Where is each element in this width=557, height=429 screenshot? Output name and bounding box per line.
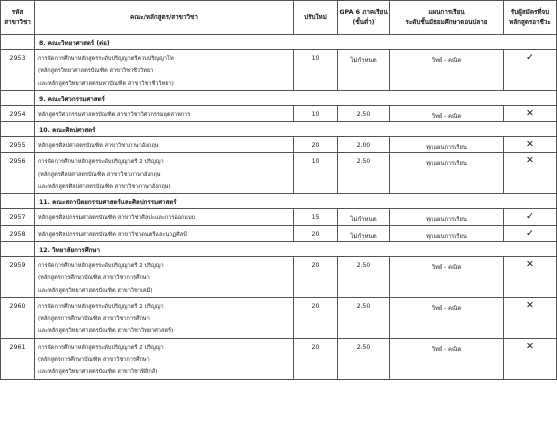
- program-name-line: หลักสูตรวิศวกรรมศาสตรบัณฑิต สาขาวิชาวิศวกรรมอุตสาหการ: [38, 111, 191, 118]
- program-name-line: การจัดการศึกษาหลักสูตรระดับปริญญาตรี 2 ปริญญา: [38, 262, 164, 269]
- program-name-line: การจัดการศึกษาหลักสูตรระดับปริญญาตรี 2 ปริญญา: [38, 159, 164, 166]
- table-body: [1, 35, 557, 380]
- revised-value: 10: [294, 105, 338, 121]
- plan-value: วิทย์ - คณิต: [390, 297, 504, 338]
- accept-cell: [504, 297, 557, 338]
- program-name-line: หลักสูตรศิลปกรรมศาสตรบัณฑิต สาขาวิชาศิลปะและการออกแบบ: [38, 215, 196, 222]
- header-program: คณะ/หลักสูตร/สาขาวิชา: [35, 1, 294, 35]
- gpa-value: ไม่กำหนด: [338, 50, 390, 91]
- plan-value: วิทย์ - คณิต: [390, 105, 504, 121]
- program-name-line: การจัดการศึกษาหลักสูตรระดับปริญญาตรี 2 ปริญญา: [38, 344, 164, 351]
- section-row: [1, 122, 557, 137]
- program-code: 2961: [1, 338, 35, 379]
- header-plan-line1: แผนการเรียน: [428, 8, 465, 16]
- gpa-value: 2.50: [338, 153, 390, 194]
- section-row: [1, 241, 557, 256]
- cross-icon: ✕: [526, 139, 534, 151]
- header-gpa: [338, 1, 390, 35]
- table-row: [1, 256, 557, 297]
- header-code-line1: รหัส: [11, 8, 24, 16]
- plan-value: ทุกแผนการเรียน: [390, 225, 504, 241]
- revised-value: 20: [294, 297, 338, 338]
- program-name-cell: [35, 338, 294, 379]
- gpa-value: 2.50: [338, 297, 390, 338]
- program-code: 2960: [1, 297, 35, 338]
- program-name-cell: [35, 153, 294, 194]
- cross-icon: ✕: [526, 299, 534, 311]
- section-code-cell: [1, 35, 35, 50]
- header-accept-line2: หลักสูตรอาชีวะ: [509, 18, 551, 26]
- header-code-line2: สาขาวิชา: [4, 18, 31, 26]
- table-row: [1, 50, 557, 91]
- section-title: 11. คณะสถาปัตยกรรมศาสตร์และศิลปกรรมศาสตร์: [39, 199, 177, 207]
- table-row: [1, 225, 557, 241]
- section-code-cell: [1, 122, 35, 137]
- program-name-line: และหลักสูตรวิทยาศาสตรมหาบัณฑิต สาขาวิชาชีววิทยา): [38, 80, 174, 87]
- program-code: 2958: [1, 225, 35, 241]
- header-row: [1, 1, 557, 35]
- program-name-cell: [35, 225, 294, 241]
- section-title-cell: [35, 35, 557, 50]
- revised-value: 20: [294, 225, 338, 241]
- program-name-line: หลักสูตรศิลปกรรมศาสตรบัณฑิต สาขาวิชาดนตรีและนาฏศิลป์: [38, 231, 187, 238]
- table-row: [1, 297, 557, 338]
- check-icon: ✓: [526, 52, 534, 63]
- header-gpa-line1: GPA 6 ภาคเรียน: [339, 8, 388, 16]
- plan-value: วิทย์ - คณิต: [390, 50, 504, 91]
- table-row: [1, 209, 557, 225]
- program-name-line: และหลักสูตรวิทยาศาสตรบัณฑิต สาขาวิชาวิทยาศาสตร์): [38, 328, 174, 335]
- cross-icon: ✕: [526, 340, 534, 352]
- gpa-value: 2.00: [338, 137, 390, 153]
- program-name-line: และหลักสูตรวิทยาศาสตรบัณฑิต สาขาวิชาฟิสิกส์): [38, 369, 158, 376]
- cross-icon: ✕: [526, 258, 534, 270]
- table-row: [1, 105, 557, 121]
- gpa-value: ไม่กำหนด: [338, 225, 390, 241]
- revised-value: 20: [294, 137, 338, 153]
- header-accept-line1: รับผู้สมัครที่จบ: [510, 8, 550, 16]
- accept-cell: [504, 50, 557, 91]
- program-code: 2956: [1, 153, 35, 194]
- plan-value: ทุกแผนการเรียน: [390, 209, 504, 225]
- program-name-line: และหลักสูตรศิลปศาสตรบัณฑิต สาขาวิชาภาษาอังกฤษ): [38, 184, 171, 191]
- revised-value: 10: [294, 153, 338, 194]
- program-code: 2957: [1, 209, 35, 225]
- gpa-value: ไม่กำหนด: [338, 209, 390, 225]
- program-name-line: (หลักสูตรศิลปศาสตรบัณฑิต สาขาวิชาภาษาอังกฤษ: [38, 171, 161, 178]
- plan-value: วิทย์ - คณิต: [390, 338, 504, 379]
- plan-value: วิทย์ - คณิต: [390, 256, 504, 297]
- section-title: 12. วิทยาลัยการศึกษา: [39, 246, 100, 254]
- section-title: 10. คณะศิลปศาสตร์: [39, 127, 96, 135]
- section-title-cell: [35, 241, 557, 256]
- program-name-cell: [35, 209, 294, 225]
- check-icon: ✓: [526, 211, 534, 223]
- program-code: 2955: [1, 137, 35, 153]
- header-revised: ปรับใหม่: [294, 1, 338, 35]
- header-accept: [504, 1, 557, 35]
- section-row: [1, 35, 557, 50]
- table-row: [1, 137, 557, 153]
- revised-value: 10: [294, 50, 338, 91]
- header-code: [1, 1, 35, 35]
- program-name-line: หลักสูตรศิลปศาสตรบัณฑิต สาขาวิชาภาษาอังกฤษ: [38, 143, 159, 150]
- accept-cell: [504, 137, 557, 153]
- header-plan-line2: ระดับชั้นมัธยมศึกษาตอนปลาย: [405, 18, 488, 26]
- accept-cell: [504, 256, 557, 297]
- program-name-line: และหลักสูตรวิทยาศาสตรบัณฑิต สาขาวิชาเคมี): [38, 287, 153, 294]
- section-title-cell: [35, 194, 557, 209]
- program-name-cell: [35, 50, 294, 91]
- program-name-cell: [35, 297, 294, 338]
- header-gpa-line2: (ขั้นต่ำ): [352, 18, 375, 26]
- program-code: 2953: [1, 50, 35, 91]
- accept-cell: [504, 225, 557, 241]
- section-row: [1, 194, 557, 209]
- section-row: [1, 90, 557, 105]
- section-code-cell: [1, 90, 35, 105]
- cross-icon: ✕: [526, 107, 534, 119]
- gpa-value: 2.50: [338, 338, 390, 379]
- program-name-line: การจัดการศึกษาหลักสูตรระดับปริญญาตรีควบปริญญาโท: [38, 56, 174, 62]
- revised-value: 20: [294, 338, 338, 379]
- accept-cell: [504, 105, 557, 121]
- table-row: [1, 153, 557, 194]
- section-code-cell: [1, 241, 35, 256]
- program-name-cell: [35, 105, 294, 121]
- program-name-line: (หลักสูตรการศึกษาบัณฑิต สาขาวิชาการศึกษา: [38, 357, 150, 364]
- plan-value: ทุกแผนการเรียน: [390, 137, 504, 153]
- table-row: [1, 338, 557, 379]
- section-code-cell: [1, 194, 35, 209]
- gpa-value: 2.50: [338, 105, 390, 121]
- gpa-value: 2.50: [338, 256, 390, 297]
- section-title: 8. คณะวิทยาศาสตร์ (ต่อ): [39, 40, 110, 47]
- accept-cell: [504, 209, 557, 225]
- plan-value: ทุกแผนการเรียน: [390, 153, 504, 194]
- program-name-cell: [35, 256, 294, 297]
- section-title-cell: [35, 90, 557, 105]
- accept-cell: [504, 153, 557, 194]
- program-name-line: (หลักสูตรวิทยาศาสตรบัณฑิต สาขาวิชาชีววิทยา: [38, 68, 154, 75]
- section-title-cell: [35, 122, 557, 137]
- program-name-line: (หลักสูตรการศึกษาบัณฑิต สาขาวิชาการศึกษา: [38, 316, 150, 323]
- revised-value: 20: [294, 256, 338, 297]
- program-name-line: การจัดการศึกษาหลักสูตรระดับปริญญาตรี 2 ปริญญา: [38, 303, 164, 310]
- section-title: 9. คณะวิศวกรรมศาสตร์: [39, 95, 105, 103]
- cross-icon: ✕: [526, 155, 534, 167]
- program-name-line: (หลักสูตรการศึกษาบัณฑิต สาขาวิชาการศึกษา: [38, 275, 150, 282]
- program-name-cell: [35, 137, 294, 153]
- revised-value: 15: [294, 209, 338, 225]
- accept-cell: [504, 338, 557, 379]
- program-code: 2954: [1, 105, 35, 121]
- header-plan: [390, 1, 504, 35]
- check-icon: ✓: [526, 227, 534, 239]
- program-code: 2959: [1, 256, 35, 297]
